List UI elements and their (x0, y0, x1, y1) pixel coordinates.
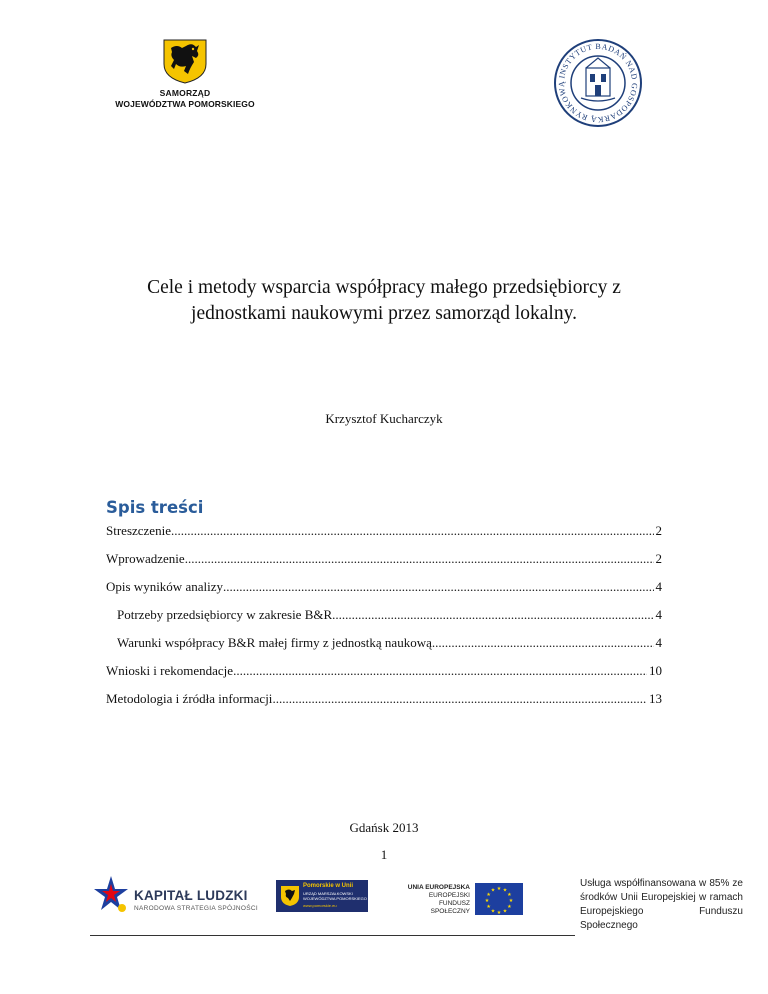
ibngr-seal-logo (553, 38, 643, 133)
title-line-1: Cele i metody wsparcia współpracy małego przedsiębiorcy z (147, 277, 621, 298)
eu-flag-icon (475, 883, 523, 915)
pomorskie-w-unii-logo (276, 880, 368, 912)
toc-entry-page: 2 (655, 523, 662, 538)
toc-entry-page: 10 (649, 663, 662, 678)
toc-entry-page: 13 (649, 691, 662, 706)
logo-line-1: SAMORZĄD (159, 88, 211, 98)
svg-text:★: ★ (486, 904, 491, 910)
toc-leader-dots (223, 579, 654, 595)
toc-entry-label: Warunki współpracy B&R małej firmy z jednostką naukową (117, 635, 432, 650)
toc-entry-wnioski[interactable] (106, 663, 662, 679)
svg-text:★: ★ (484, 898, 490, 904)
toc-leader-dots (432, 635, 654, 651)
toc-entry-streszczenie[interactable] (106, 523, 662, 539)
toc-entry-page: 2 (655, 551, 662, 566)
toc-entry-metodologia[interactable] (106, 691, 662, 707)
svg-text:★: ★ (502, 887, 508, 894)
toc-leader-dots (185, 551, 654, 567)
toc-leader-dots (272, 691, 647, 707)
svg-text:★: ★ (496, 886, 502, 892)
kapital-ludzki-star-icon (92, 874, 130, 918)
page-number: 1 (380, 847, 388, 862)
toc-entry-wprowadzenie[interactable] (106, 551, 662, 567)
toc-entry-label: Potrzeby przedsiębiorcy w zakresie B&R (117, 607, 333, 622)
kl-line-1: KAPITAŁ LUDZKI (134, 888, 248, 903)
toc-entry-label: Streszczenie (106, 523, 171, 538)
ue-line-3: FUNDUSZ SPOŁECZNY (430, 900, 470, 915)
svg-text:★: ★ (507, 892, 512, 898)
author-name: Krzysztof Kucharczyk (325, 411, 443, 426)
toc-entry-potrzeby[interactable] (117, 607, 662, 623)
griffin-shield-icon (162, 38, 208, 84)
toc-entry-label: Wprowadzenie (106, 551, 185, 566)
toc-entry-page: 4 (655, 607, 662, 622)
toc-heading: Spis treści (106, 498, 204, 517)
logo-line-2: WOJEWÓDZTWA POMORSKIEGO (115, 99, 255, 109)
institute-seal-icon (553, 38, 643, 128)
svg-text:★: ★ (502, 908, 508, 915)
pom-line-4: www.pomorskie.eu (303, 903, 337, 908)
ue-line-1: UNIA EUROPEJSKA (407, 884, 470, 891)
svg-text:★: ★ (490, 887, 496, 894)
pom-line-2: URZĄD MARSZAŁKOWSKI (303, 891, 353, 896)
svg-text:★: ★ (507, 904, 512, 910)
toc-entry-label: Opis wyników analizy (106, 579, 223, 594)
pomorskie-shield-icon (280, 885, 300, 907)
toc-entry-warunki[interactable] (117, 635, 662, 651)
toc-leader-dots (233, 663, 647, 679)
kl-line-2: NARODOWA STRATEGIA SPÓJNOŚCI (134, 905, 258, 912)
toc-entry-opis-wynikow[interactable] (106, 579, 662, 595)
toc-entry-page: 4 (655, 635, 662, 650)
svg-text:INSTYTUT BADAŃ NAD GOSPODARKĄ: INSTYTUT BADAŃ NAD GOSPODARKĄ RYNKOWĄ (556, 41, 640, 125)
svg-text:★: ★ (496, 910, 502, 915)
toc-entry-page: 4 (655, 579, 662, 594)
footer-divider (90, 935, 575, 936)
ue-line-2: EUROPEJSKI (428, 892, 470, 899)
kapital-ludzki-logo (92, 872, 262, 922)
svg-text:★: ★ (490, 908, 496, 915)
toc-entry-label: Wnioski i rekomendacje (106, 663, 234, 678)
pom-line-1: Pomorskie w Unii (303, 883, 354, 889)
title-line-2: jednostkami naukowymi przez samorząd lokalny. (191, 303, 577, 324)
pom-line-3: WOJEWÓDZTWA POMORSKIEGO (303, 896, 367, 901)
toc-entry-label: Metodologia i źródła informacji (106, 691, 273, 706)
samorzad-logo (110, 38, 260, 110)
toc-leader-dots (171, 523, 654, 539)
place-date: Gdańsk 2013 (349, 820, 419, 835)
funding-note: Usługa współfinansowana w 85% ze środków Unii Europejskiej w ramach Europejskiego Funduszu Społecznego (580, 878, 743, 931)
svg-text:★: ★ (486, 892, 491, 898)
ue-efs-label (398, 884, 470, 916)
document-title (60, 275, 708, 327)
toc-leader-dots (332, 607, 653, 623)
svg-text:★: ★ (508, 898, 514, 904)
